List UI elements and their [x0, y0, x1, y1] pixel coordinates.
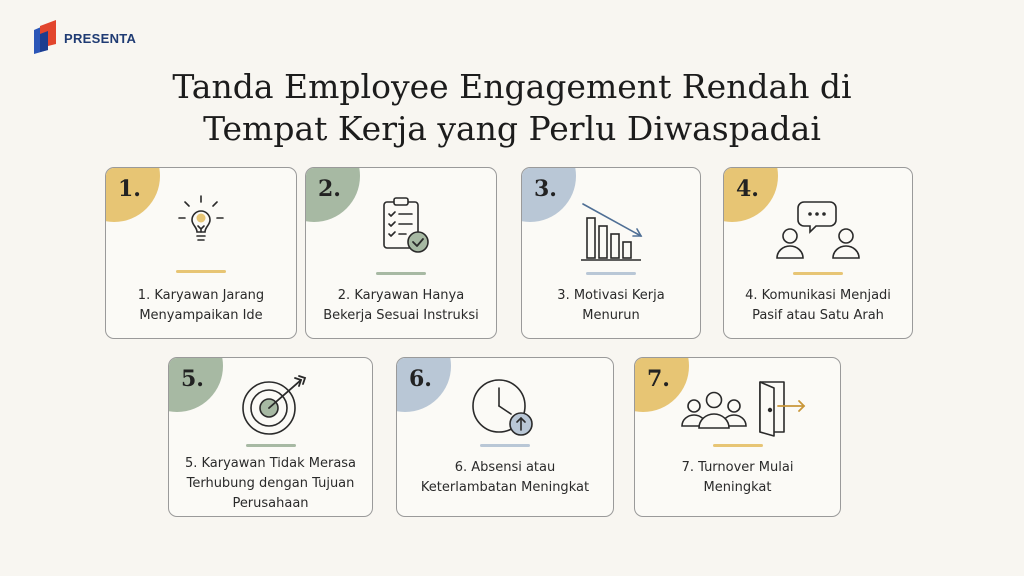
card-label [175, 454, 366, 514]
card-label [403, 458, 607, 498]
card-6 [396, 357, 614, 517]
title-line-2: Tempat Kerja yang Perlu Diwaspadai [203, 109, 821, 148]
card-underline [176, 270, 226, 273]
card-underline [376, 272, 426, 275]
title-line-1: Tanda Employee Engagement Rendah di [172, 67, 852, 106]
card-underline [793, 272, 843, 275]
card-label-line: 6. Absensi atau [454, 460, 556, 475]
card-underline [246, 444, 296, 447]
card-number: 2. [318, 176, 341, 202]
card-1 [105, 167, 297, 339]
declining-chart-icon [573, 196, 649, 266]
card-3 [521, 167, 701, 339]
presenta-logo-mark [30, 20, 60, 56]
card-label [641, 458, 834, 498]
card-underline [480, 444, 530, 447]
page-title [0, 66, 1024, 150]
card-4 [723, 167, 913, 339]
card-label-line: Menyampaikan Ide [139, 308, 263, 323]
chat-people-icon [770, 196, 866, 266]
card-label-line: Terhubung dengan Tujuan [186, 476, 355, 491]
card-label-line: 3. Motivasi Kerja [557, 288, 665, 303]
card-number: 1. [118, 176, 141, 202]
card-number: 4. [736, 176, 759, 202]
target-icon [235, 372, 315, 440]
lightbulb-icon [171, 190, 231, 250]
card-label-line: Pasif atau Satu Arah [752, 308, 884, 323]
card-label-line: 4. Komunikasi Menjadi [745, 288, 891, 303]
card-label-line: Meningkat [703, 480, 772, 495]
card-number: 6. [409, 366, 432, 392]
card-underline [713, 444, 763, 447]
card-label-line: Perusahaan [232, 496, 309, 511]
card-5 [168, 357, 373, 517]
card-label [528, 286, 694, 326]
card-number: 7. [647, 366, 670, 392]
card-number: 5. [181, 366, 204, 392]
clock-icon [467, 374, 543, 444]
card-label-line: 5. Karyawan Tidak Merasa [184, 456, 357, 471]
card-underline [586, 272, 636, 275]
card-label-line: 7. Turnover Mulai [681, 460, 794, 475]
card-number: 3. [534, 176, 557, 202]
card-label-line: 1. Karyawan Jarang [137, 288, 265, 303]
card-label [312, 286, 490, 326]
checklist-icon [370, 194, 440, 262]
card-7 [634, 357, 841, 517]
presenta-logo [30, 20, 136, 56]
card-label [112, 286, 290, 326]
logo-text: PRESENTA [64, 30, 137, 46]
exit-door-icon [674, 374, 814, 440]
card-label-line: Bekerja Sesuai Instruksi [323, 308, 479, 323]
card-2 [305, 167, 497, 339]
card-label [730, 286, 906, 326]
card-label-line: Keterlambatan Meningkat [420, 480, 590, 495]
card-label-line: 2. Karyawan Hanya [337, 288, 465, 303]
card-label-line: Menurun [582, 308, 640, 323]
